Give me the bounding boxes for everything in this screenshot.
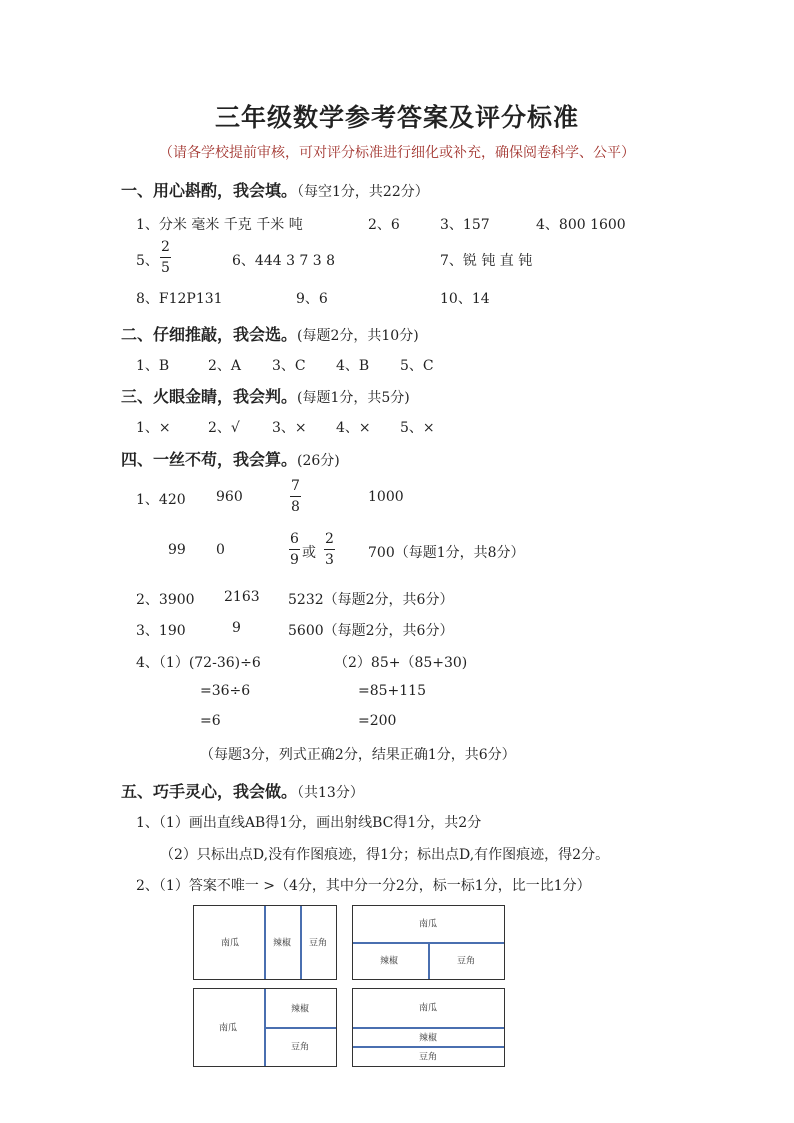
s4-q4-1-step1: =36÷6 [200, 683, 251, 699]
diagram-label: 南瓜 [218, 1023, 238, 1034]
diagram-label: 南瓜 [418, 1003, 438, 1014]
s2-answer: 5、C [400, 358, 434, 374]
s4-q2-c: 5232（每题2分，共6分） [288, 592, 454, 608]
denominator: 3 [325, 552, 334, 568]
divider-line [264, 1027, 336, 1029]
section-4-heading: 四、一丝不苟，我会算。(26分) [121, 450, 340, 469]
numerator: 6 [290, 531, 299, 547]
numerator: 2 [325, 531, 334, 547]
s2-answer: 1、B [136, 358, 170, 374]
divider-line [353, 1046, 504, 1048]
diagram-label: 辣椒 [418, 1033, 438, 1044]
s5-line-3: 2、（1）答案不唯一 >（4分，其中分一分2分，标一标1分，比一比1分） [136, 878, 591, 894]
s4-r2-or: 或 [302, 545, 316, 561]
s4-r2-a: 99 [168, 542, 186, 558]
s4-r1-d: 1000 [368, 489, 404, 505]
s1-answer-2: 2、6 [368, 217, 400, 233]
s4-q3-c: 5600（每题2分，共6分） [288, 623, 454, 639]
s3-answer: 1、× [136, 420, 171, 436]
denominator: 5 [161, 260, 170, 276]
section-3-heading: 三、火眼金睛，我会判。(每题1分，共5分) [121, 387, 410, 406]
s5-line-1: 1、（1）画出直线AB得1分，画出射线BC得1分，共2分 [136, 815, 482, 831]
s3-answer: 2、√ [208, 420, 240, 436]
divider-line [353, 1027, 504, 1029]
page-title: 三年级数学参考答案及评分标准 [214, 103, 579, 132]
diagram-label: 豆角 [418, 1052, 438, 1063]
s1-answer-8: 8、F12P131 [136, 291, 223, 307]
s1-answer-7: 7、锐 钝 直 钝 [440, 253, 533, 269]
s1-answer-9: 9、6 [296, 291, 328, 307]
section-1-heading: 一、用心斟酌，我会填。（每空1分，共22分） [121, 181, 429, 200]
s4-q2-a: 2、3900 [136, 592, 195, 608]
s4-q4-1: 4、（1）(72-36)÷6 [136, 655, 261, 671]
diagram-label: 豆角 [290, 1042, 310, 1053]
s1-answer-3: 3、157 [440, 217, 490, 233]
s5-line-2: （2）只标出点D,没有作图痕迹，得1分；标出点D,有作图痕迹，得2分。 [160, 847, 610, 863]
division-diagram-3 [193, 988, 337, 1067]
s3-answer: 4、× [336, 420, 371, 436]
numerator: 2 [161, 239, 170, 255]
diagram-label: 南瓜 [418, 919, 438, 930]
s4-q3-a: 3、190 [136, 623, 186, 639]
denominator: 9 [290, 552, 299, 568]
diagram-label: 辣椒 [272, 938, 292, 949]
s4-r1-fraction [290, 477, 301, 516]
s4-q4-2: （2）85+（85+30) [334, 655, 468, 671]
denominator: 8 [291, 499, 300, 515]
s4-r2-b: 0 [216, 542, 225, 558]
s4-q4-1-step2: =6 [200, 713, 221, 729]
s4-q2-b: 2163 [224, 589, 260, 605]
s2-answer: 2、A [208, 358, 242, 374]
s4-r1-a: 1、420 [136, 492, 186, 508]
s4-q3-b: 9 [232, 620, 241, 636]
s4-r2-fraction-2 [324, 530, 335, 569]
s3-answer: 3、× [272, 420, 307, 436]
s1-answer-1: 1、分米 毫米 千克 千米 吨 [136, 217, 303, 233]
diagram-label: 豆角 [456, 956, 476, 967]
diagram-label: 辣椒 [290, 1004, 310, 1015]
divider-line [428, 942, 430, 979]
diagram-label: 豆角 [308, 938, 328, 949]
s4-q4-scoring-note: （每题3分，列式正确2分，结果正确1分，共6分） [200, 747, 516, 763]
divider-line [264, 906, 266, 979]
s4-r2-fraction-1 [289, 530, 300, 569]
s1-answer-5-prefix: 5、 [136, 253, 159, 269]
s3-answer: 5、× [400, 420, 435, 436]
division-diagram-1 [193, 905, 337, 980]
s4-r2-d: 700（每题1分，共8分） [368, 545, 525, 561]
s4-q4-2-step2: =200 [358, 713, 397, 729]
grading-note: （请各学校提前审核，可对评分标准进行细化或补充，确保阅卷科学、公平） [159, 145, 635, 161]
s1-answer-4: 4、800 1600 [536, 217, 626, 233]
division-diagram-2 [352, 905, 505, 980]
s1-answer-10: 10、14 [440, 291, 490, 307]
section-2-heading: 二、仔细推敲，我会选。(每题2分，共10分) [121, 325, 419, 344]
section-5-heading: 五、巧手灵心，我会做。（共13分） [121, 782, 364, 801]
s2-answer: 3、C [272, 358, 306, 374]
division-diagram-4 [352, 988, 505, 1067]
s2-answer: 4、B [336, 358, 370, 374]
diagram-label: 辣椒 [379, 956, 399, 967]
s4-q4-2-step1: =85+115 [358, 683, 426, 699]
diagram-label: 南瓜 [220, 938, 240, 949]
divider-line [300, 906, 302, 979]
s1-answer-6: 6、444 3 7 3 8 [232, 253, 336, 269]
s1-answer-5-fraction [160, 238, 171, 277]
s4-r1-b: 960 [216, 489, 243, 505]
numerator: 7 [291, 478, 300, 494]
